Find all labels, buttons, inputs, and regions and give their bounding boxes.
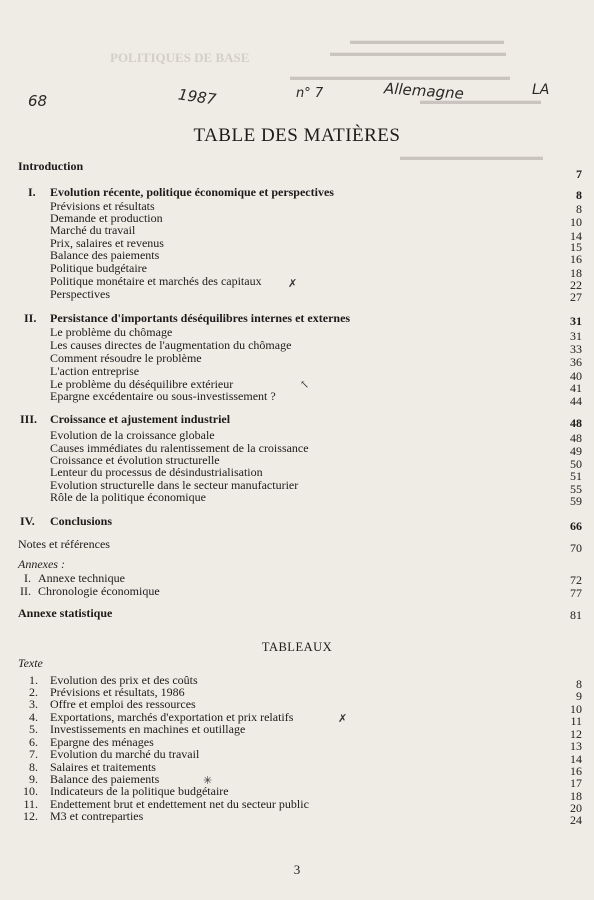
toc-item-label: Prix, salaires et revenus [50,236,164,250]
toc-annexes-heading [0,558,594,571]
toc-annex-num: I. [24,571,31,585]
table-item-num: 4. [29,710,38,724]
toc-section-num: I. [28,185,36,199]
toc-item-page: 10 [570,215,582,229]
toc-item-page: 27 [570,290,582,304]
pencil-mark-icon: ↖ [300,379,310,391]
toc-item-label: Perspectives [50,287,110,301]
toc-section-num: II. [24,311,37,325]
table-item-num: 6. [29,735,38,749]
toc-entry-introduction [0,159,594,181]
handwritten-code: LA [532,82,550,98]
toc-section-page: 31 [570,314,582,328]
toc-item-page: 59 [570,494,582,508]
toc-annex-label: Annexe technique [38,571,125,585]
table-item-page: 16 [570,764,582,778]
toc-annex-item [0,585,594,598]
toc-annex-num: II. [20,584,31,598]
table-item-page: 10 [570,702,582,716]
handwritten-country: Allemagne [383,79,465,103]
toc-section-num: III. [20,412,38,426]
toc-item-label: Les causes directes de l'augmentation du chômage [50,338,292,352]
toc-section-page: 66 [570,519,582,533]
toc-section-page: 8 [576,188,582,202]
toc-item-label: Politique budgétaire [50,261,147,275]
toc-item-label: Politique monétaire et marchés des capitaux [50,274,262,288]
toc-item-label: Causes immédiates du ralentissement de la croissance [50,441,309,455]
toc-section-2 [0,311,594,328]
toc-item-page: 55 [570,482,582,496]
toc-entry-page: 7 [576,167,582,181]
table-item-label: Balance des paiements [50,772,160,786]
toc-section-label: Persistance d'importants déséquilibres internes et externes [50,311,351,325]
toc-item-page: 16 [570,252,582,266]
bleed-through-text: ▬▬▬▬▬▬▬▬▬▬▬ [420,95,541,107]
toc-item-page: 50 [570,457,582,471]
table-item-num: 3. [29,697,38,711]
toc-entry-label: Annexe statistique [18,606,113,620]
toc-item-page: 40 [570,369,582,383]
toc-entry-label: Notes et références [18,537,110,551]
table-item-page: 14 [570,752,582,766]
toc-item-label: Le problème du déséquilibre extérieur [50,377,234,391]
toc-item-label: Balance des paiements [50,248,160,262]
table-item-label: Salaires et traitements [50,760,156,774]
pencil-mark-icon: ✳ [203,775,213,787]
table-item-label: Investissements en machines et outillage [50,722,246,736]
toc-annex-page: 77 [570,586,582,600]
toc-item-page: 48 [570,431,582,445]
table-item-page: 13 [570,739,582,753]
table-item-num: 5. [29,722,38,736]
bleed-through-text: ▬▬▬▬▬▬▬▬▬▬▬▬▬ [400,151,543,163]
toc-section-label: Croissance et ajustement industriel [50,412,231,426]
toc-item-label: Lenteur du processus de désindustrialisation [50,465,263,479]
handwritten-issue: n° 7 [296,86,324,101]
table-list-item [0,809,594,827]
table-item-label: Offre et emploi des ressources [50,697,196,711]
toc-annex-page: 72 [570,573,582,587]
toc-item-label: Comment résoudre le problème [50,351,202,365]
bleed-through-text: ▬▬▬▬▬▬▬▬▬▬▬▬▬▬▬▬ [330,47,506,59]
toc-item-label: Evolution structurelle dans le secteur manufacturier [50,478,299,492]
table-item-num: 7. [29,747,38,761]
toc-annexes-label: Annexes : [18,557,65,571]
toc-item-label: Le problème du chômage [50,325,173,339]
toc-item-label: Demande et production [50,211,163,225]
toc-section-1 [0,185,594,202]
toc-item-page: 44 [570,394,582,408]
table-item-page: 12 [570,727,582,741]
table-item-num: 2. [29,685,38,699]
toc-item-label: Evolution de la croissance globale [50,428,215,442]
handwritten-year: 1987 [176,85,218,109]
table-item-page: 9 [576,689,582,703]
toc-item [0,389,594,408]
toc-annex-label: Chronologie économique [38,584,160,598]
table-item-page: 20 [570,801,582,815]
table-item-page: 18 [570,789,582,803]
table-item-num: 10. [23,784,38,798]
toc-item-label: Croissance et évolution structurelle [50,453,220,467]
toc-section-label: Evolution récente, politique économique et perspectives [50,185,334,199]
table-item-num: 8. [29,760,38,774]
bleed-through-text: ▬▬▬▬▬▬▬▬▬▬▬▬▬▬ [350,35,504,47]
toc-item-page: 51 [570,469,582,483]
table-item-label: Prévisions et résultats, 1986 [50,685,185,699]
table-item-num: 11. [23,797,38,811]
table-item-num: 9. [29,772,38,786]
toc-item-page: 49 [570,444,582,458]
toc-entry-page: 70 [570,541,582,555]
toc-item-label: Epargne excédentaire ou sous-investissement ? [50,389,276,403]
toc-item-page: 8 [576,202,582,216]
toc-item-page: 22 [570,278,582,292]
table-item-label: Evolution des prix et des coûts [50,673,198,687]
toc-item-label: Prévisions et résultats [50,199,155,213]
toc-section-3 [0,412,594,430]
toc-item-label: L'action entreprise [50,364,140,378]
toc-item-page: 15 [570,240,582,254]
tables-subheading-label: Texte [18,656,43,670]
toc-item-page: 41 [570,381,582,395]
table-item-label: Indicateurs de la politique budgétaire [50,784,229,798]
toc-section-4 [0,514,594,533]
tables-heading: TABLEAUX [261,640,333,654]
toc-item-page: 18 [570,266,582,280]
table-item-page: 11 [570,714,582,728]
toc-entry-label: Introduction [18,159,84,173]
table-item-num: 12. [23,809,38,823]
toc-section-label: Conclusions [50,514,113,528]
toc-item-label: Marché du travail [50,223,136,237]
toc-item-page: 31 [570,329,582,343]
table-item-label: Epargne des ménages [50,735,154,749]
table-item-page: 17 [570,776,582,790]
table-item-label: Endettement brut et endettement net du secteur public [50,797,309,811]
table-item-label: M3 et contreparties [50,809,144,823]
toc-section-page: 48 [570,416,582,430]
table-item-page: 24 [570,813,582,827]
table-item-num: 1. [29,673,38,687]
toc-item-label: Rôle de la politique économique [50,490,206,504]
pencil-mark-icon: ✗ [338,713,348,725]
page-number: 3 [293,862,301,877]
handwritten-number: 68 [28,92,48,110]
bleed-through-text: ▬▬▬▬▬▬▬▬▬▬▬▬▬▬▬▬▬▬▬▬ [290,71,510,83]
page-title: TABLE DES MATIÈRES [193,125,401,146]
toc-section-num: IV. [20,514,35,528]
bleed-through-heading: POLITIQUES DE BASE [110,50,250,65]
toc-item-page: 14 [570,229,582,243]
toc-entry-stat-annex [0,607,594,620]
table-item-label: Evolution du marché du travail [50,747,200,761]
toc-item-page: 36 [570,355,582,369]
toc-item [0,490,594,508]
table-item-page: 8 [576,677,582,691]
toc-entry-page: 81 [570,608,582,622]
table-item-label: Exportations, marchés d'exportation et prix relatifs [50,710,294,724]
toc-item-page: 33 [570,342,582,356]
toc-entry-notes [0,537,594,555]
pencil-mark-icon: ✗ [288,278,298,290]
tables-subheading [0,657,594,670]
